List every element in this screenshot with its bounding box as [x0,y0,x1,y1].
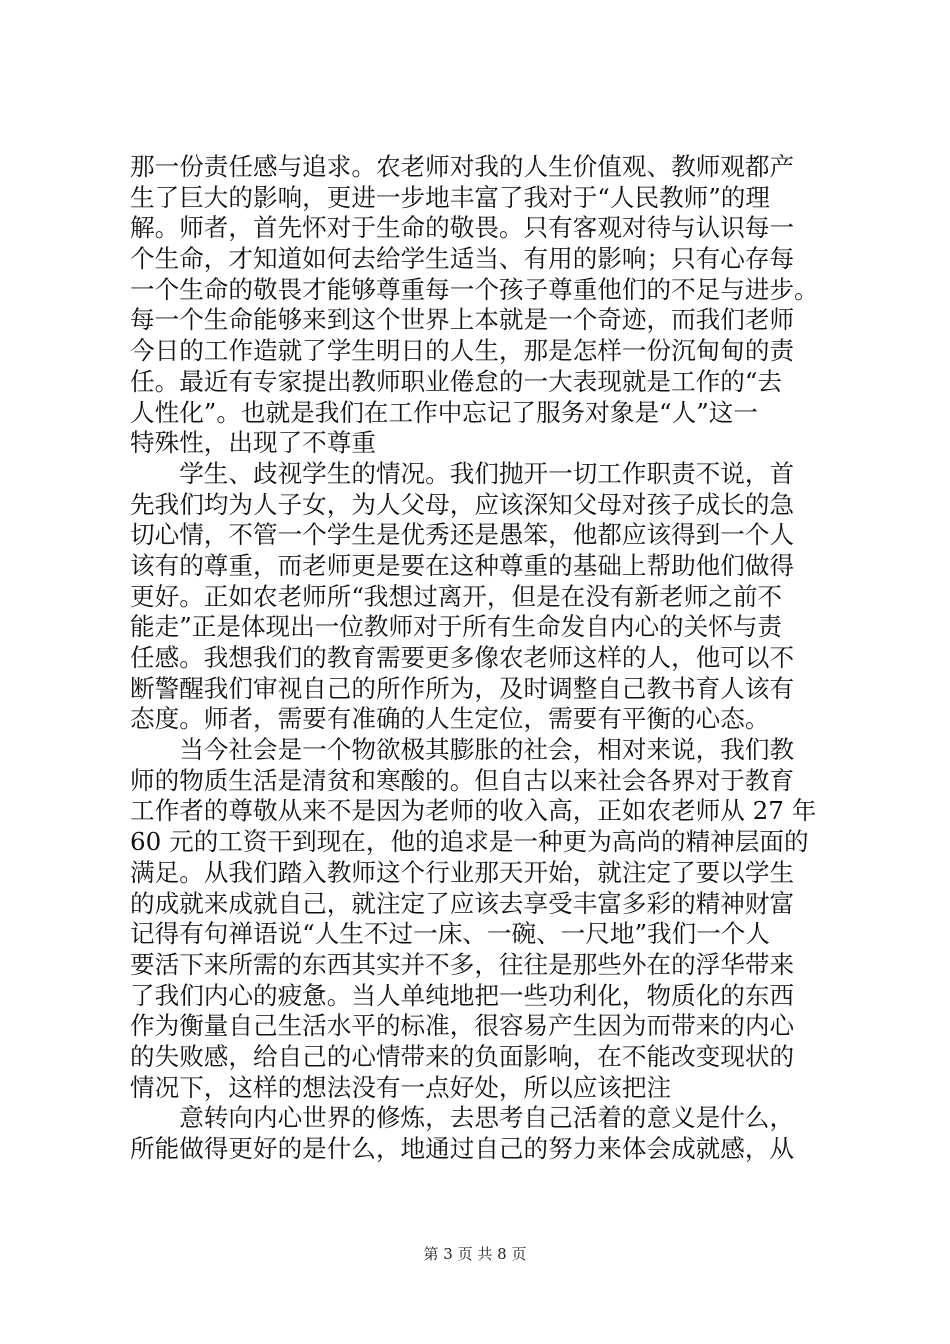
text-line: 每一个生命能够来到这个世界上本就是一个奇迹，而我们老师 [130,305,795,335]
text-line: 特殊性，出现了不尊重 [130,428,376,458]
text-line: 了我们内心的疲惫。当人单纯地把一些功利化，物质化的东西 [130,980,795,1010]
text-line: 今日的工作造就了学生明日的人生，那是怎样一份沉甸甸的责 [130,336,795,366]
text-line: 师的物质生活是清贫和寒酸的。但自古以来社会各界对于教育 [130,765,795,795]
text-line: 要活下来所需的东西其实并不多，往往是那些外在的浮华带来 [130,949,795,979]
text-line: 更好。正如农老师所“我想过离开，但是在没有新老师之前不 [130,581,783,611]
text-line: 60 元的工资干到现在，他的追求是一种更为高尚的精神层面的 [130,827,809,857]
text-line: 那一份责任感与追求。农老师对我的人生价值观、教师观都产 [130,152,795,181]
text-line: 解。师者，首先怀对于生命的敬畏。只有客观对待与认识每一 [130,213,795,243]
text-line: 该有的尊重，而老师更是要在这种尊重的基础上帮助他们做得 [130,550,795,580]
text-line: 任。最近有专家提出教师职业倦怠的一大表现就是工作的“去 [130,366,783,396]
text-line: 先我们均为人子女，为人父母，应该深知父母对孩子成长的急 [130,489,795,519]
text-line: 人性化”。也就是我们在工作中忘记了服务对象是“人”这一 [130,397,758,427]
text-line: 的成就来成就自己，就注定了应该去享受丰富多彩的精神财富 [130,888,795,918]
text-line: 切心情，不管一个学生是优秀还是愚笨，他都应该得到一个人 [130,520,795,550]
text-line: 记得有句禅语说“人生不过一床、一碗、一尺地”我们一个人 [130,919,770,949]
text-line: 情况下，这样的想法没有一点好处，所以应该把注 [130,1072,672,1102]
text-line: 态度。师者，需要有准确的人生定位，需要有平衡的心态。 [130,704,770,734]
text-line: 生了巨大的影响，更进一步地丰富了我对于“人民教师”的理 [130,182,770,212]
text-line: 意转向内心世界的修炼，去思考自己活着的意义是什么， [130,1103,795,1133]
text-line: 的失败感，给自己的心情带来的负面影响，在不能改变现状的 [130,1041,795,1071]
page-number-footer: 第 3 页 共 8 页 [423,1245,527,1263]
text-line: 个生命，才知道如何去给学生适当、有用的影响；只有心存每 [130,244,795,274]
text-line: 任感。我想我们的教育需要更多像农老师这样的人，他可以不 [130,643,795,672]
text-line: 一个生命的敬畏才能够尊重每一个孩子尊重他们的不足与进步。 [130,274,819,304]
text-line: 学生、歧视学生的情况。我们抛开一切工作职责不说，首 [130,458,795,488]
text-line: 工作者的尊敬从来不是因为老师的收入高，正如农老师从 27 年 [130,796,817,826]
text-line: 当今社会是一个物欲极其膨胀的社会，相对来说，我们教 [130,735,795,765]
text-line: 断警醒我们审视自己的所作所为，及时调整自己教书育人该有 [130,673,795,703]
body-text [130,152,850,1165]
text-line: 满足。从我们踏入教师这个行业那天开始，就注定了要以学生 [130,857,795,887]
text-line: 作为衡量自己生活水平的标准，很容易产生因为而带来的内心 [130,1011,795,1041]
text-line: 所能做得更好的是什么，地通过自己的努力来体会成就感，从 [130,1134,795,1163]
text-line: 能走”正是体现出一位教师对于所有生命发自内心的关怀与责 [130,612,783,642]
